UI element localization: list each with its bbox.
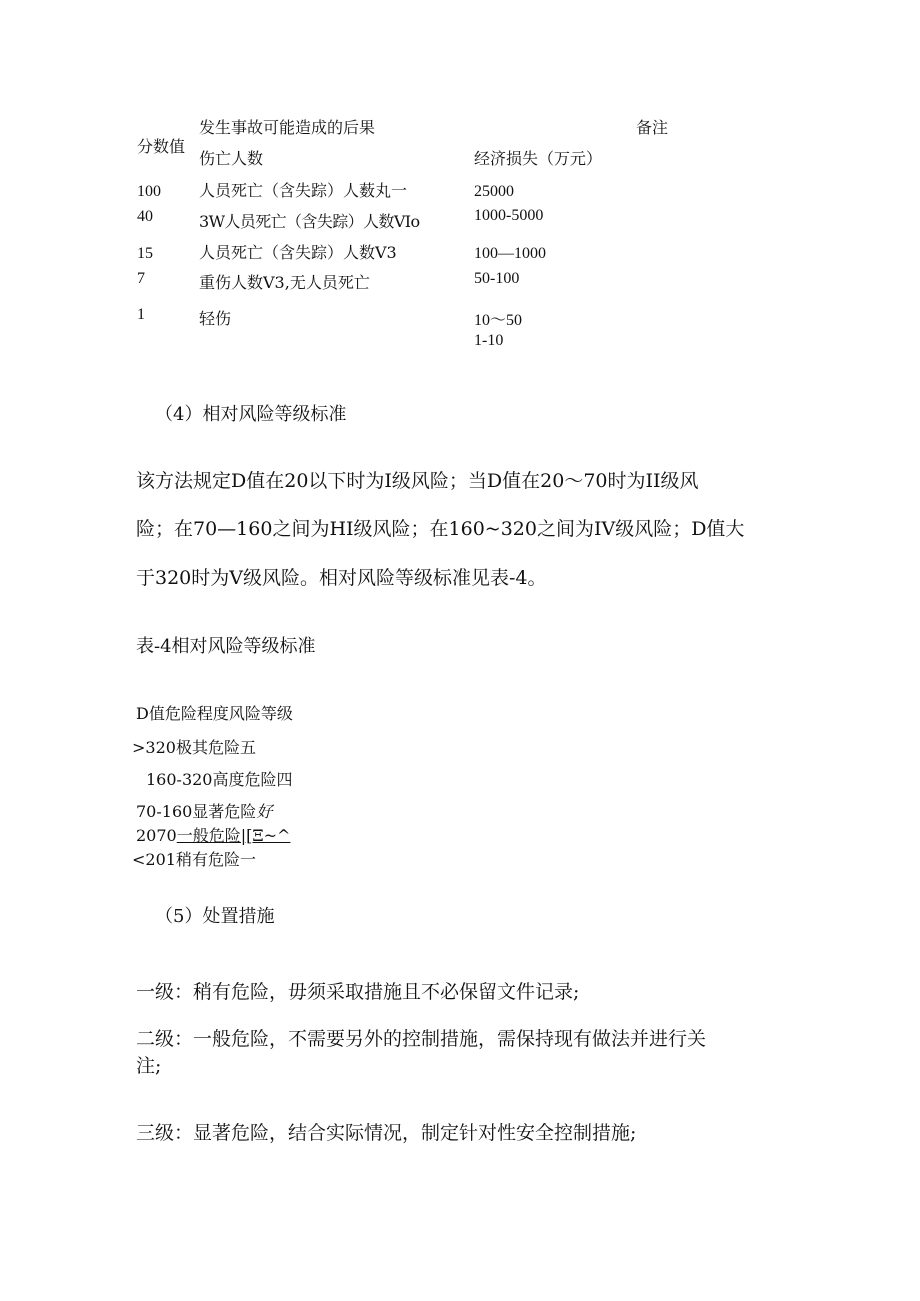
remarks-column-header: 备注 [636,118,669,137]
table-row-score: 100 [137,183,161,200]
table-row-casualties: 人员死亡（含失踪）人数V3 [199,243,397,262]
loss-column-header: 经济损失（万元） [474,149,603,168]
level3-measure: 三级：显著危险，结合实际情况，制定针对性安全控制措施; [136,1122,637,1144]
table-row-score: 1 [137,306,145,323]
section4-heading: （4）相对风险等级标准 [155,404,347,425]
extra-loss-value: 1-10 [474,332,504,349]
table4-title: 表-4相对风险等级标准 [136,636,316,657]
table-row-casualties: 3W人员死亡（含失踪）人数VIo [199,212,420,231]
paragraph-line: 于320时为V级风险。相对风险等级标准见表-4。 [136,567,547,589]
table-row-loss: 10～50 [474,312,523,329]
score-column-header: 分数值 [137,137,186,156]
casualties-column-header: 伤亡人数 [199,149,264,168]
risk-table-row: 2070一般危险|[Ξ~^ [136,826,291,845]
paragraph-line: 险；在70—160之间为HI级风险；在160~320之间为IV级风险；D值大 [136,518,745,540]
risk-table-header: D值危险程度风险等级 [136,704,293,723]
risk-table-row: 70-160显著危险好 [136,802,273,821]
table-row-loss: 25000 [474,183,514,200]
level1-measure: 一级：稍有危险，毋须采取措施且不必保留文件记录; [136,981,580,1003]
table-row-loss: 100—1000 [474,245,546,262]
risk-table-row: <201稍有危险一 [132,850,256,869]
paragraph-line: 该方法规定D值在20以下时为I级风险；当D值在20～70时为II级风 [136,470,699,492]
table-row-casualties: 轻伤 [199,309,232,328]
level2-measure-continued: 注; [136,1055,162,1077]
table-row-loss: 50-100 [474,270,520,287]
table-row-casualties: 人员死亡（含失踪）人薮丸一 [199,181,408,200]
table-row-score: 15 [137,245,153,262]
table-row-casualties: 重伤人数V3,无人员死亡 [199,273,370,292]
risk-table-row: 160-320高度危险四 [146,770,293,789]
level2-measure: 二级：一般危险，不需要另外的控制措施，需保持现有做法并进行关 [136,1028,707,1050]
risk-table-row: >320极其危险五 [132,738,256,757]
consequence-header: 发生事故可能造成的后果 [199,118,376,137]
table-row-score: 40 [137,208,153,225]
section5-heading: （5）处置措施 [155,906,275,927]
table-row-loss: 1000-5000 [474,207,544,224]
table-row-score: 7 [137,270,145,287]
